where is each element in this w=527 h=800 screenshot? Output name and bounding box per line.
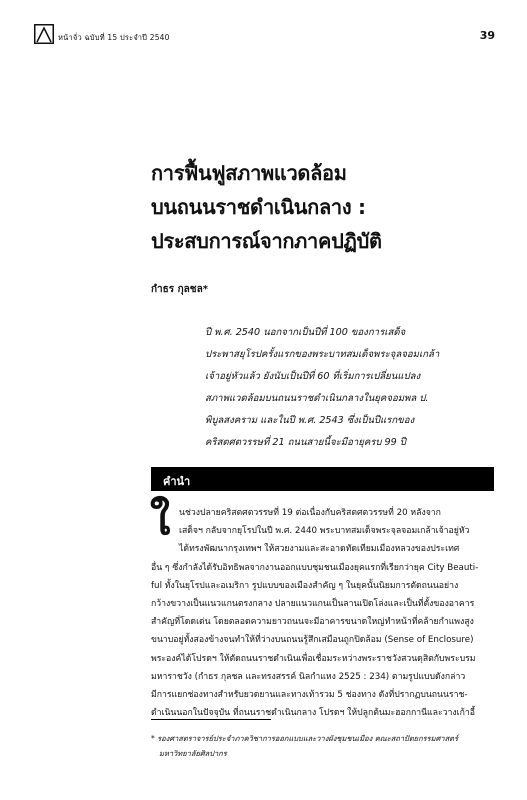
page-number: 39 bbox=[479, 29, 495, 42]
body-line: ได้ทรงพัฒนากรุงเทพฯ ให้สวยงามและสะอาดทัดเทียมเมืองหลวงของประเทศ bbox=[179, 544, 460, 555]
section-heading: คำนำ bbox=[163, 475, 191, 488]
author-name: กำธร กุลชล* bbox=[151, 284, 208, 295]
article-title bbox=[151, 156, 481, 258]
footnote-line: มหาวิทยาลัยศิลปากร bbox=[159, 749, 227, 758]
abstract bbox=[205, 322, 490, 454]
abstract-line: ประพาสยุโรปครั้งแรกของพระบาทสมเด็จพระจุลจอมเกล้า bbox=[205, 349, 440, 360]
body-line: มีการแยกช่องทางสำหรับยวดยานและทางเท้ารวม 5 ช่องทาง ดังที่ปรากฏบนถนนราช- bbox=[151, 690, 468, 701]
abstract-line: เจ้าอยู่หัวแล้ว ยังนับเป็นปีที่ 60 ที่เริ่มการเปลี่ยนแปลง bbox=[205, 371, 421, 382]
body-line: ขนาบอยู่ทั้งสองข้างจนทำให้ที่ว่างบนถนนรู้สึกเสมือนถูกปิดล้อม (Sense of Enclosure) bbox=[151, 635, 474, 646]
abstract-line: คริสตศตวรรษที่ 21 ถนนสายนี้จะมีอายุครบ 99 ปี bbox=[205, 437, 406, 448]
page-header bbox=[34, 24, 495, 50]
title-line: ประสบการณ์จากภาคปฏิบัติ bbox=[151, 229, 382, 253]
body-text bbox=[151, 504, 495, 722]
body-line: พระองค์ได้โปรดฯ ให้ตัดถนนราชดำเนินเพื่อเชื่อมระหว่างพระราชวังสวนดุสิตกับพระบรม bbox=[151, 653, 476, 664]
title-line: บนถนนราชดำเนินกลาง : bbox=[151, 195, 366, 219]
body-line: นช่วงปลายคริสตศตวรรษที่ 19 ต่อเนื่องกับคริสตศตวรรษที่ 20 หลังจาก bbox=[179, 508, 441, 518]
abstract-line: สภาพแวดล้อมบนถนนราชดำเนินกลางในยุคจอมพล ป. bbox=[205, 393, 429, 404]
journal-name: หน้าจั่ว ฉบับที่ 15 ประจำปี 2540 bbox=[58, 33, 170, 42]
body-line: เสด็จฯ กลับจากยุโรปในปี พ.ศ. 2440 พระบาทสมเด็จพระจุลจอมเกล้าเจ้าอยู่หัว bbox=[179, 526, 470, 537]
abstract-line: ปี พ.ศ. 2540 นอกจากเป็นปีที่ 100 ของการเสด็จ bbox=[205, 327, 406, 338]
section-heading-bar bbox=[151, 467, 494, 491]
drop-cap: ใ bbox=[150, 495, 171, 544]
body-line: กว้างขวางเป็นแนวแกนตรงกลาง ปลายแนวแกนเป็นลานเปิดโล่งและเป็นที่ตั้งของอาคาร bbox=[151, 599, 475, 610]
title-line: การฟื้นฟูสภาพแวดล้อม bbox=[151, 161, 347, 185]
body-line: ful ทั้งในยุโรปและอเมริกา รูปแบบของเมืองสำคัญ ๆ ในยุคนั้นนิยมการตัดถนนอย่าง bbox=[151, 580, 459, 591]
footnote bbox=[151, 731, 495, 761]
body-line: มหาราชวัง (กำธร กุลชล และทรงสรรค์ นิลกำแหง 2525 : 234) ตามรูปแบบดังกล่าว bbox=[151, 671, 466, 682]
footnote-line: * รองศาสตราจารย์ประจำภาควิชาการออกแบบและวางผังชุมชนเมือง คณะสถาปัตยกรรมศาสตร์ bbox=[151, 734, 459, 743]
body-line: ดำเนินนอกในปัจจุบัน ที่ถนนราชดำเนินกลาง โปรดฯ ให้ปลูกต้นมะฮอกกานีและวางเก้าอี้ bbox=[151, 708, 475, 719]
journal-logo-icon bbox=[34, 24, 54, 44]
footnote-divider bbox=[151, 719, 271, 720]
abstract-line: พิบูลสงคราม และในปี พ.ศ. 2543 ซึ่งเป็นปีแรกของ bbox=[205, 415, 415, 426]
body-line: สำคัญที่โดดเด่น โดยตลอดความยาวถนนจะมีอาคารขนาดใหญ่ทำหน้าที่คล้ายกำแพงสูง bbox=[151, 617, 474, 628]
body-line: อื่น ๆ ซึ่งกำลังได้รับอิทธิพลจากงานออกแบบชุมชนเมืองยุคแรกที่เรียกว่ายุค City Beauti- bbox=[151, 562, 479, 573]
